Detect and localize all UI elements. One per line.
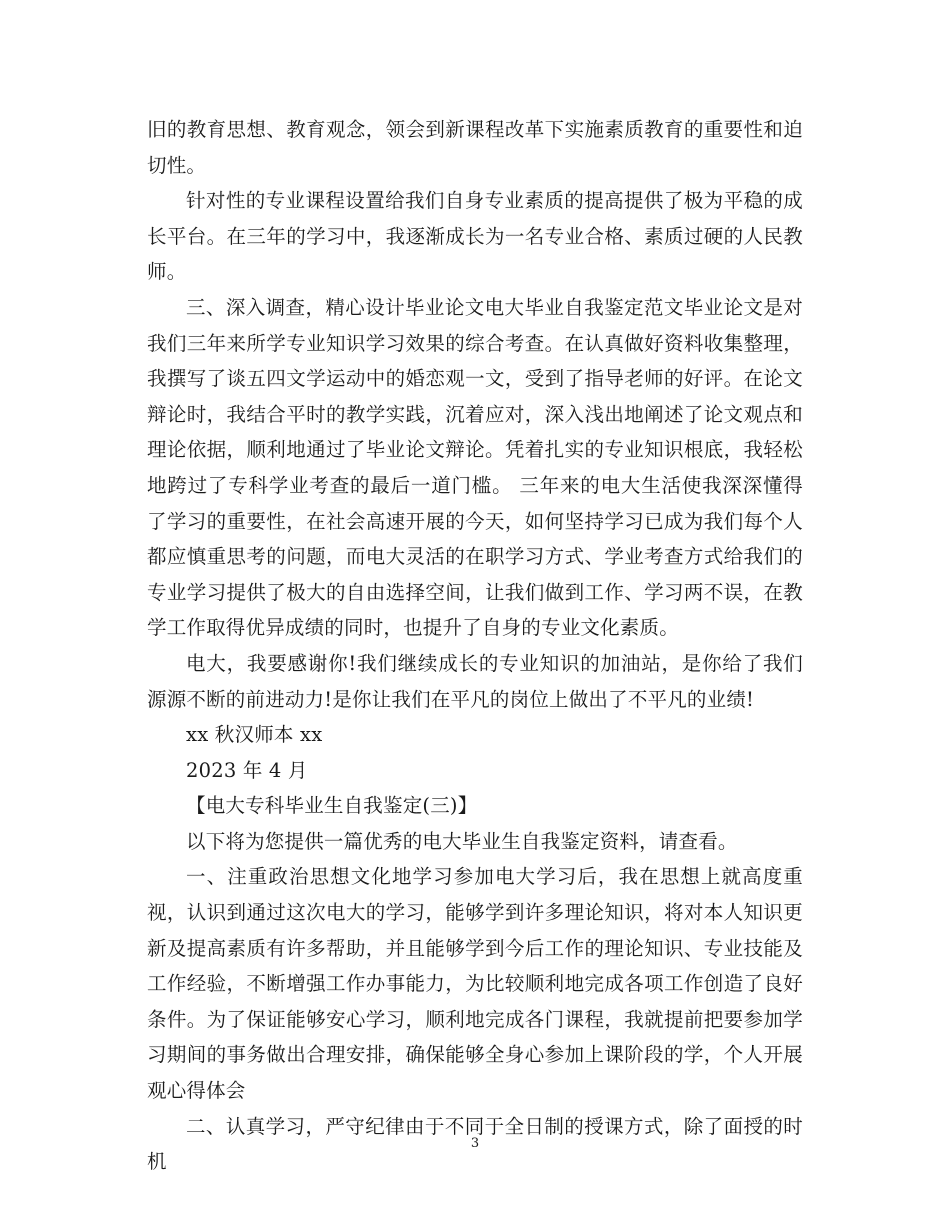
paragraph: 针对性的专业课程设置给我们自身专业素质的提高提供了极为平稳的成长平台。在三年的学习中，我逐渐成长为一名专业合格、素质过硬的人民教师。: [147, 189, 803, 284]
paragraph: 旧的教育思想、教育观念，领会到新课程改革下实施素质教育的重要性和迫切性。: [147, 118, 803, 177]
date-line: 2023 年 4 月: [186, 758, 308, 782]
paragraph: 一、注重政治思想文化地学习参加电大学习后，我在思想上就高度重视，认识到通过这次电大的学习，能够学到许多理论知识，将对本人知识更新及提高素质有许多帮助，并且能够学到今后工作的理论知识、专业技能及工作经验，不断增强工作办事能力，为比较顺利地完成各项工作创造了良好条件。为了保证能够安心学习，顺利地完成各门课程，我就提前把要参加学习期间的事务做出合理安排，确保能够全身心参加上课阶段的学，个人开展观心得体会: [147, 865, 803, 1103]
signature-line: xx 秋汉师本 xx: [186, 723, 323, 747]
document-body: [147, 112, 803, 1180]
page-number: 3: [470, 1136, 480, 1151]
paragraph: 以下将为您提供一篇优秀的电大毕业生自我鉴定资料，请查看。: [186, 829, 738, 853]
paragraph: 二、认真学习，严守纪律由于不同于全日制的授课方式，除了面授的时机: [147, 1114, 803, 1174]
section-heading: 【电大专科毕业生自我鉴定(三)】: [186, 794, 478, 818]
paragraph: 三、深入调查，精心设计毕业论文电大毕业自我鉴定范文毕业论文是对我们三年来所学专业知识学习效果的综合考查。在认真做好资料收集整理，我撰写了谈五四文学运动中的婚恋观一文，受到了指导老师的好评。在论文辩论时，我结合平时的教学实践，沉着应对，深入浅出地阐述了论文观点和理论依据，顺利地通过了毕业论文辩论。凭着扎实的专业知识根底，我轻松地跨过了专科学业考查的最后一道门槛。 三年来的电大生活使我深深懂得了学习的重要性，在社会高速开展的今天，如何坚持学习已成为我们每个人都应慎重思考的问题，而电大灵活的在职学习方式、学业考查方式给我们的专业学习提供了极大的自由选择空间，让我们做到工作、学习两不误，在教学工作取得优异成绩的同时，也提升了自身的专业文化素质。: [147, 295, 803, 640]
paragraph: 电大，我要感谢你!我们继续成长的专业知识的加油站，是你给了我们源源不断的前进动力!是你让我们在平凡的岗位上做出了不平凡的业绩!: [147, 651, 803, 711]
